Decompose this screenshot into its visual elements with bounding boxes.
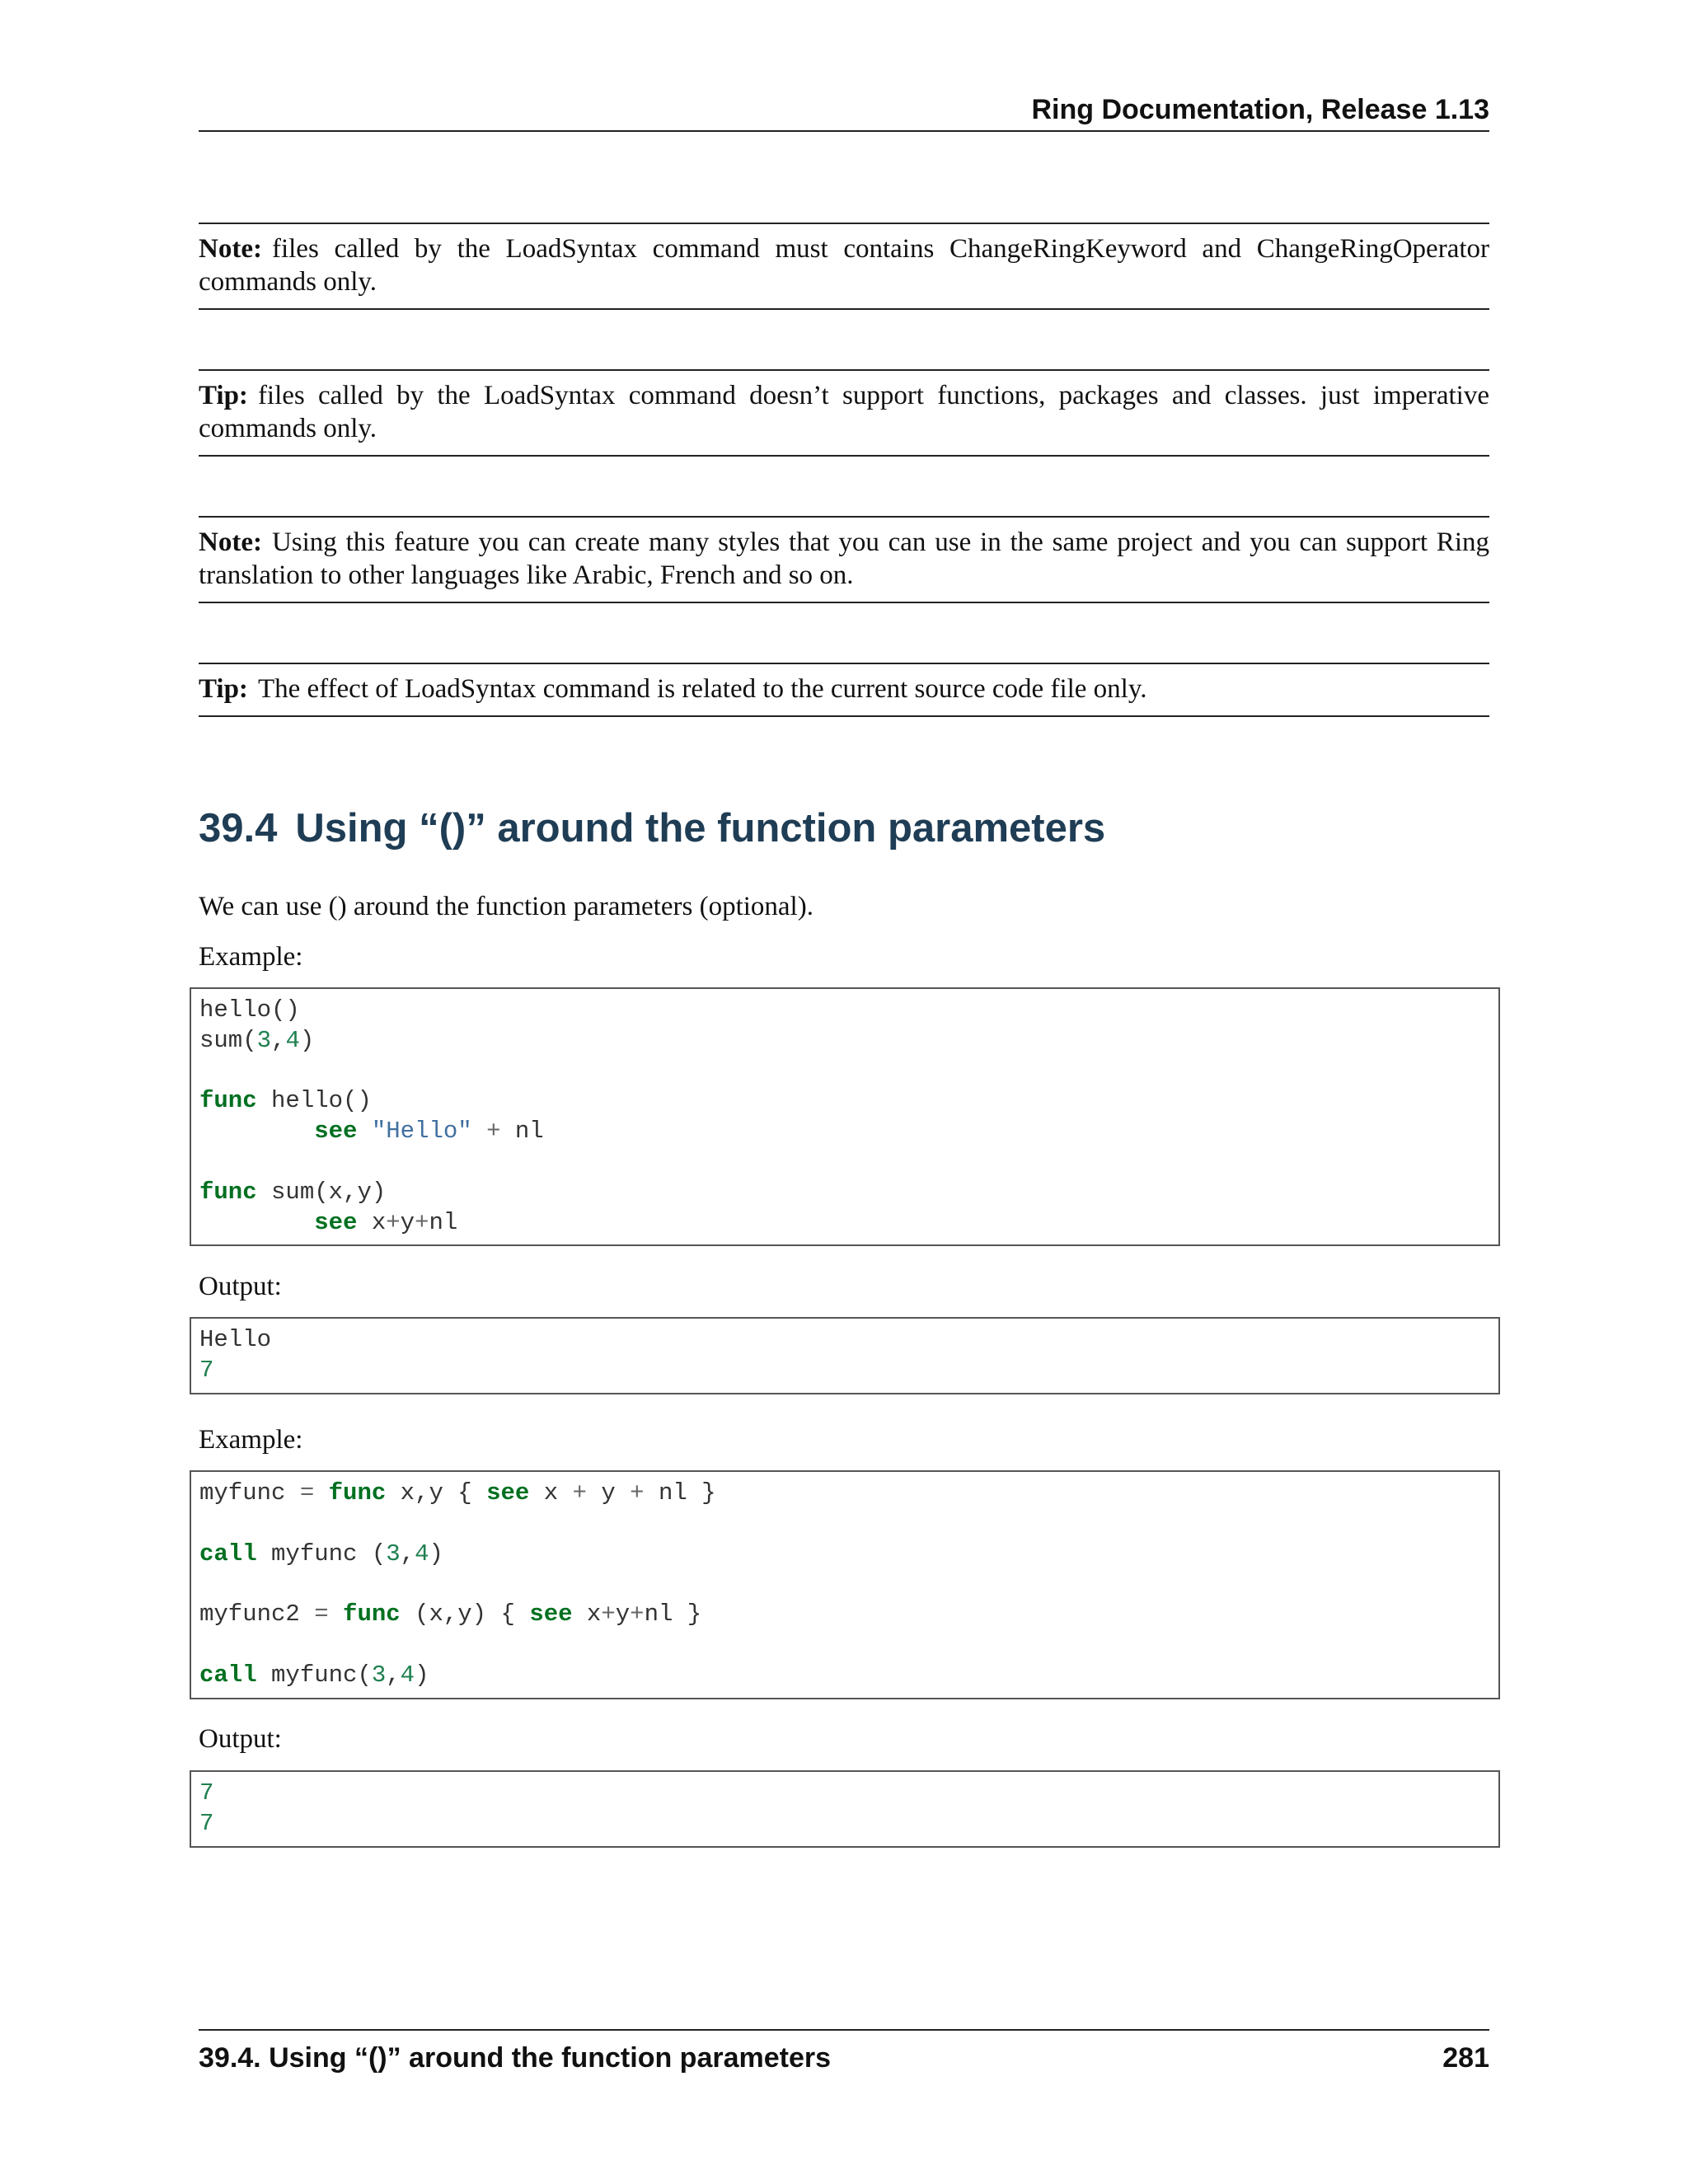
intro-paragraph: We can use () around the function parameters (optional). [199,892,814,921]
code-line: Hello [199,1326,272,1353]
example-label: Example: [199,1425,303,1455]
note-box [199,223,1489,310]
code-line: myfunc2 = func (x,y) { see x+y+nl } [199,1601,702,1629]
admonition-label: Tip: [199,381,248,410]
code-line: see "Hello" + nl [314,1118,544,1146]
section-title-text: Using “()” around the function parameters [295,806,1106,851]
code-line [199,1057,1490,1087]
header-title: Ring Documentation, Release 1.13 [1031,94,1489,125]
tip-box [199,369,1489,457]
page-number: 281 [1442,2042,1489,2074]
code-line [199,1509,1490,1540]
code-line: func hello() [199,1087,372,1115]
code-line [199,1147,1490,1178]
code-line: func sum(x,y) [199,1178,387,1206]
running-header [199,92,1489,132]
example-label: Example: [199,942,303,972]
admonition-label: Tip: [199,674,248,704]
code-line [199,1630,1490,1661]
code-output-2 [190,1770,1500,1848]
admonition-text: files called by the LoadSyntax command must contains ChangeRingKeyword and ChangeRingOperator commands only. [199,234,1489,297]
admonition-label: Note: [199,527,262,557]
footer-section-ref: 39.4. Using “()” around the function parameters [199,2042,832,2074]
code-line: sum(3,4) [199,1026,315,1054]
admonition-text: Using this feature you can create many styles that you can use in the same project and you can support Ring translation to other languages like Arabic, French and so on. [199,527,1489,590]
code-line: call myfunc (3,4) [199,1540,443,1568]
section-number: 39.4 [199,806,278,851]
code-example-2 [190,1470,1500,1699]
code-line: call myfunc(3,4) [199,1661,429,1689]
code-line: see x+y+nl [314,1208,458,1236]
admonition-text: files called by the LoadSyntax command doesn’t support functions, packages and classes. just imperative commands only. [199,381,1489,443]
code-line: hello() [199,996,300,1024]
note-box [199,516,1489,603]
code-line: 7 [199,1356,214,1384]
code-line: 7 [199,1809,214,1837]
output-label: Output: [199,1724,282,1754]
tip-box [199,663,1489,717]
admonition-text: The effect of LoadSyntax command is related to the current source code file only. [257,674,1147,704]
code-example-1 [190,987,1500,1246]
section-heading [199,804,1105,853]
code-line [199,1569,1490,1600]
code-output-1 [190,1317,1500,1394]
code-line: 7 [199,1779,214,1807]
code-line: myfunc = func x,y { see x + y + nl } [199,1479,716,1507]
page-footer [199,2029,1489,2075]
output-label: Output: [199,1272,282,1301]
admonition-label: Note: [199,234,262,264]
